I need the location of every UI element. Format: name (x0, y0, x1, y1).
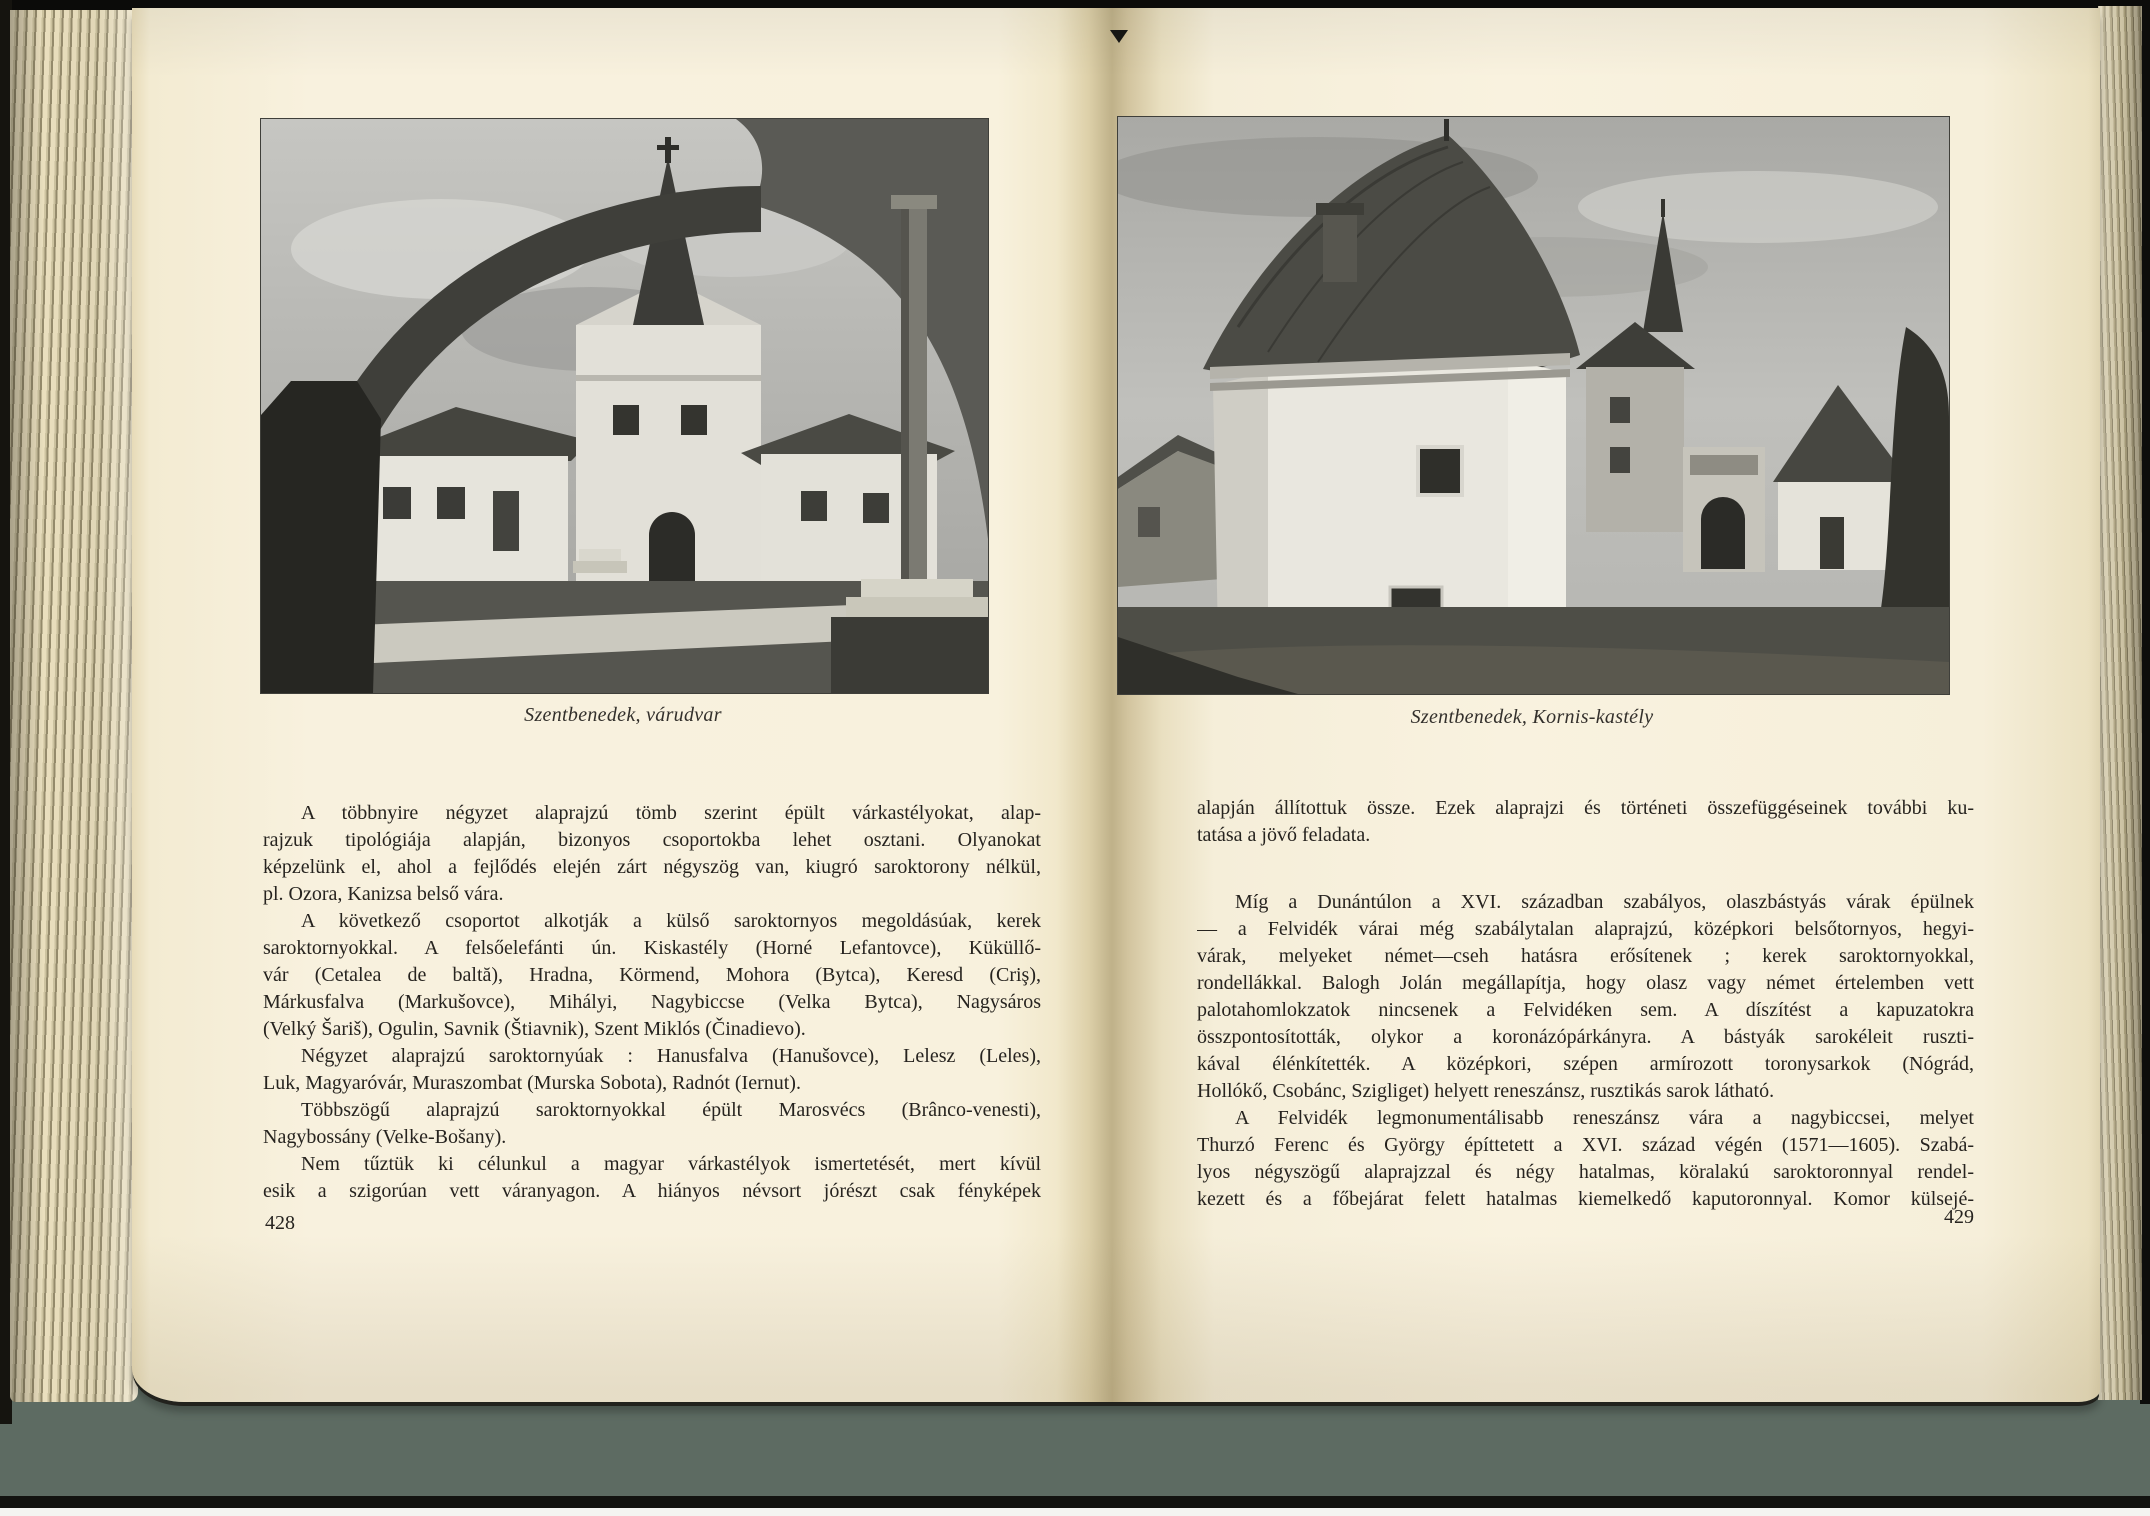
photo-courtyard (260, 118, 989, 694)
roof-finial (1444, 119, 1449, 141)
text-line: képzelünk el, ahol a fejlődés elején zárt négyszög van, kiugró saroktorony nélkül, (263, 856, 1041, 878)
text-line: A következő csoportot alkotják a külső saroktornyos megoldásúak, kerek (301, 910, 1041, 932)
gate-arch (1701, 497, 1745, 569)
text-line: — a Felvidék várai még szabálytalan alaprajzú, középkori belsőtornyos, hegyi- (1197, 918, 1974, 940)
text-line: (Velký Šariš), Ogulin, Savnik (Štiavnik), Szent Miklós (Činadievo). (263, 1018, 806, 1040)
chimney (1323, 212, 1357, 282)
right-page-text (1197, 795, 1974, 1213)
text-line: palotahomlokzatok nincsenek a Felvidéken sem. A díszítést a kapuzatokra (1197, 999, 1974, 1021)
tower-window-upper (1418, 447, 1462, 495)
text-line: rajzuk tipológiája alapján, bizonyos csoportokba lehet osztani. Olyanokat (263, 829, 1041, 851)
triangle-print-mark-icon (1110, 30, 1128, 43)
text-line: kezett és a főbejárat felett hatalmas kiemelkedő kaputoronnyal. Komor külsejé- (1197, 1188, 1974, 1210)
arcade-pillar (261, 381, 381, 693)
text-line: Négyzet alaprajzú saroktornyúak : Hanusfalva (Hanušovce), Lelesz (Leles), (301, 1045, 1041, 1067)
gate-arch (649, 512, 695, 587)
text-line: Márkusfalva (Markušovce), Mihályi, Nagybiccse (Velka Bytca), Nagysáros (263, 991, 1041, 1013)
text-line: A Felvidék legmonumentálisabb reneszánsz vára a nagybiccsei, melyet (1235, 1107, 1974, 1129)
text-line: esik a szigorúan vett váranyagon. A hiányos névsort jórészt csak fényképek (263, 1180, 1041, 1202)
castle-illustration (1118, 117, 1949, 694)
text-line: Thurzó Ferenc és György építtetett a XVI. század végén (1571—1605). Szabá- (1197, 1134, 1974, 1156)
text-line: rondellákkal. Balogh Jolán megállapítja, hogy olasz vagy német értelemben vett (1197, 972, 1974, 994)
text-line: összpontosították, olykor a koronázópárkányra. A bástyák sarokéleit ruszti- (1197, 1026, 1974, 1048)
courtyard-illustration (261, 119, 988, 693)
text-line: Hollókő, Csobánc, Szigliget) helyett reneszánsz, rusztikás sarok látható. (1197, 1080, 1775, 1102)
page-edges-left (10, 10, 138, 1402)
left-page-text (263, 800, 1041, 1205)
text-line: alapján állítottuk össze. Ezek alaprajzi és történeti összefüggéseinek további ku- (1197, 797, 1974, 819)
text-line: Nagybossány (Velke-Bošany). (263, 1126, 507, 1148)
text-line: Nem tűztük ki célunkul a magyar várkastélyok ismertetését, mert kívül (301, 1153, 1041, 1175)
right-photo-caption: Szentbenedek, Kornis-kastély (1410, 706, 1654, 728)
left-photo-caption: Szentbenedek, várudvar (524, 704, 722, 726)
scan-bottom-margin (0, 1508, 2150, 1516)
left-house (356, 456, 568, 584)
photo-kornis-castle (1117, 116, 1950, 695)
text-line: vár (Cetalea de baltă), Hradna, Körmend, Mohora (Bytca), Keresd (Criş), (263, 964, 1041, 986)
text-line: lyos négyszögű alaprajzzal és négy hatalmas, köralakú saroktoronnyal rendel- (1197, 1161, 1974, 1183)
text-line: várak, melyeket német—cseh hatásra erősítenek ; kerek saroktornyokkal, (1197, 945, 1974, 967)
text-line: A többnyire négyzet alaprajzú tömb szerint épült várkastélyokat, alap- (301, 802, 1041, 824)
text-line: Luk, Magyaróvár, Muraszombat (Murska Sobota), Radnót (Iernut). (263, 1072, 801, 1094)
left-page-number: 428 (265, 1212, 295, 1234)
text-line: Többszögű alaprajzú saroktornyokkal épült Marosvécs (Brânco-venesti), (301, 1099, 1041, 1121)
text-line: saroktornyokkal. A felsőelefánti ún. Kiskastély (Horné Lefantovce), Küküllő- (263, 937, 1041, 959)
open-book-spread (132, 8, 2100, 1402)
page-edges-right (2098, 6, 2142, 1400)
text-line: pl. Ozora, Kanizsa belső vára. (263, 883, 504, 905)
text-line: kával élénkítették. A középkori, szépen armírozott toronysarkok (Nógrád, (1197, 1053, 1974, 1075)
right-page-number: 429 (1944, 1206, 1974, 1228)
text-line: tatása a jövő feladata. (1197, 824, 1371, 846)
gate-structure (1683, 447, 1765, 572)
scan-bottom-border (0, 1496, 2150, 1508)
text-line: Míg a Dunántúlon a XVI. században szabályos, olaszbástyás várak épülnek (1235, 891, 1974, 913)
tower-body (1586, 367, 1684, 532)
